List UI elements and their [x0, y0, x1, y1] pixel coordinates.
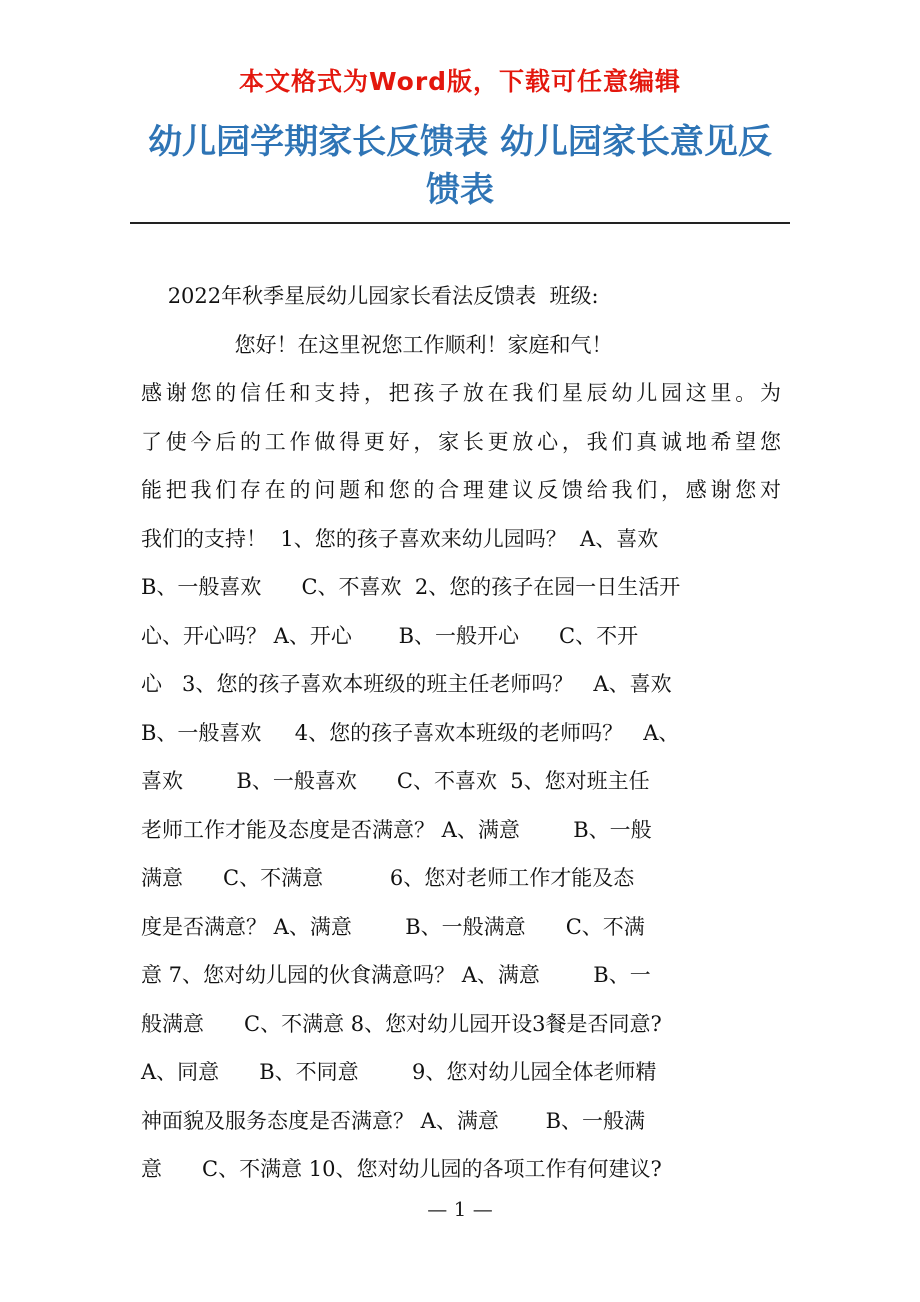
body-line: 2022年秋季星辰幼儿园家长看法反馈表 班级: [141, 284, 599, 308]
body-line: A、同意 B、不同意 9、您对幼儿园全体老师精 [141, 1060, 657, 1084]
body-line: 喜欢 B、一般喜欢 C、不喜欢 5、您对班主任 [141, 769, 650, 793]
body-line: 心、开心吗？ A、开心 B、一般开心 C、不开 [141, 623, 639, 648]
body-line: 般满意 C、不满意 8、您对幼儿园开设3餐是否同意? [141, 1011, 662, 1036]
title-divider [130, 222, 790, 224]
page-title [130, 118, 790, 214]
title-line-2: 馈表 [426, 170, 494, 210]
body-line: 满意 C、不满意 6、您对老师工作才能及态 [141, 866, 635, 890]
page-number: — 1 — [427, 1197, 493, 1221]
body-line: 我们的支持！ 1、您的孩子喜欢来幼儿园吗？ A、喜欢 [141, 526, 659, 551]
document-body [141, 280, 781, 1202]
body-line: 心 3、您的孩子喜欢本班级的班主任老师吗？ A、喜欢 [141, 672, 672, 696]
body-line: 能把我们存在的问题和您的合理建议反馈给我们，感谢您对 [141, 478, 781, 502]
body-line: 意 C、不满意 10、您对幼儿园的各项工作有何建议? [141, 1157, 662, 1181]
body-line: 感谢您的信任和支持，把孩子放在我们星辰幼儿园这里。为 [141, 381, 781, 405]
body-line: 老师工作才能及态度是否满意？ A、满意 B、一般 [141, 817, 652, 842]
body-line: 神面貌及服务态度是否满意？ A、满意 B、一般满 [141, 1108, 645, 1133]
body-line: 度是否满意？ A、满意 B、一般满意 C、不满 [141, 914, 645, 939]
body-line: B、一般喜欢 C、不喜欢 2、您的孩子在园一日生活开 [141, 575, 681, 599]
body-line: 意 7、您对幼儿园的伙食满意吗？ A、满意 B、一 [141, 963, 651, 987]
body-line: B、一般喜欢 4、您的孩子喜欢本班级的老师吗？ A、 [141, 720, 680, 745]
format-banner: 本文格式为Word版，下载可任意编辑 [238, 67, 682, 96]
body-line: 了使今后的工作做得更好，家长更放心，我们真诚地希望您 [141, 429, 781, 454]
title-line-1: 幼儿园学期家长反馈表 幼儿园家长意见反 [148, 122, 772, 162]
body-line: 您好！在这里祝您工作顺利！家庭和气！ [141, 332, 613, 357]
